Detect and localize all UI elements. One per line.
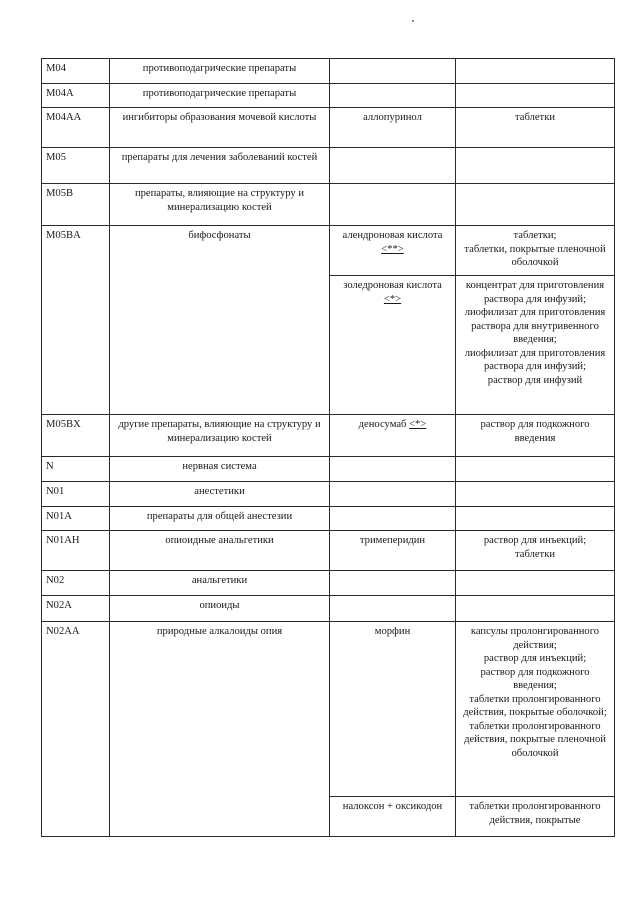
drug-name-cell bbox=[330, 482, 456, 507]
table-row bbox=[42, 507, 615, 531]
drug-name-cell bbox=[330, 507, 456, 531]
dosage-form-line: раствор для инъекций; bbox=[483, 653, 587, 664]
group-name-cell: ингибиторы образования мочевой кислоты bbox=[110, 108, 330, 148]
drug-name-cell bbox=[330, 622, 456, 797]
drug-name: аллопуринол bbox=[363, 112, 422, 123]
atc-code-cell: M05B bbox=[42, 184, 110, 226]
dosage-form-line: раствор для подкожного введения; bbox=[480, 666, 590, 691]
dosage-form-line: капсулы пролонгированного действия; bbox=[470, 626, 600, 651]
dosage-form-line: таблетки, покрытые пленочной оболочкой bbox=[464, 243, 606, 268]
table-row bbox=[42, 482, 615, 507]
table-row bbox=[42, 108, 615, 148]
reference-mark: <**> bbox=[381, 243, 404, 255]
atc-code-cell: M04 bbox=[42, 59, 110, 84]
group-name-cell: противоподагрические препараты bbox=[110, 84, 330, 108]
table-row bbox=[42, 226, 615, 276]
atc-code-cell: N02AA bbox=[42, 622, 110, 837]
dosage-form-cell bbox=[456, 415, 615, 457]
dosage-form-line: лиофилизат для приготовления раствора для инфузий; bbox=[464, 347, 606, 372]
medicines-table bbox=[41, 58, 615, 837]
atc-code-cell: N01A bbox=[42, 507, 110, 531]
drug-name: налоксон + оксикодон bbox=[342, 801, 443, 812]
dosage-form-cell bbox=[456, 482, 615, 507]
atc-code-cell: N01AH bbox=[42, 531, 110, 571]
atc-code-cell: M05BA bbox=[42, 226, 110, 415]
drug-name-cell bbox=[330, 457, 456, 482]
drug-name-cell bbox=[330, 531, 456, 571]
atc-code-cell: M04A bbox=[42, 84, 110, 108]
dosage-form-line: таблетки bbox=[514, 112, 556, 123]
dosage-form-cell bbox=[456, 184, 615, 226]
dosage-form-cell bbox=[456, 622, 615, 797]
group-name-cell: противоподагрические препараты bbox=[110, 59, 330, 84]
table-row bbox=[42, 571, 615, 596]
table-row bbox=[42, 184, 615, 226]
group-name-cell: препараты для общей анестезии bbox=[110, 507, 330, 531]
drug-name: золедроновая кислота bbox=[343, 280, 442, 291]
atc-code-cell: M04AA bbox=[42, 108, 110, 148]
table-row bbox=[42, 148, 615, 184]
dosage-form-cell bbox=[456, 59, 615, 84]
group-name-cell: опиоиды bbox=[110, 596, 330, 622]
table-body bbox=[42, 59, 615, 837]
drug-name: морфин bbox=[374, 626, 411, 637]
dosage-form-cell bbox=[456, 507, 615, 531]
dosage-form-cell bbox=[456, 108, 615, 148]
table-row bbox=[42, 415, 615, 457]
drug-name-cell bbox=[330, 184, 456, 226]
table-row bbox=[42, 596, 615, 622]
dosage-form-line: таблетки bbox=[514, 548, 556, 560]
group-name-cell: анальгетики bbox=[110, 571, 330, 596]
dosage-form-line: таблетки; bbox=[513, 230, 557, 241]
group-name-cell: препараты для лечения заболеваний костей bbox=[110, 148, 330, 184]
dosage-form-line: раствор для инъекций; bbox=[483, 535, 587, 546]
drug-name-cell bbox=[330, 596, 456, 622]
dosage-form-cell bbox=[456, 571, 615, 596]
drug-name-cell bbox=[330, 415, 456, 457]
group-name-cell: природные алкалоиды опия bbox=[110, 622, 330, 837]
dosage-form-cell bbox=[456, 531, 615, 571]
reference-mark: <*> bbox=[409, 419, 427, 430]
dosage-form-cell bbox=[456, 276, 615, 415]
dosage-form-cell bbox=[456, 84, 615, 108]
drug-name-cell bbox=[330, 276, 456, 415]
drug-name: тримеперидин bbox=[359, 535, 426, 546]
dosage-form-cell bbox=[456, 797, 615, 837]
drug-name-cell bbox=[330, 226, 456, 276]
group-name-cell: бифосфонаты bbox=[110, 226, 330, 415]
dosage-form-line: таблетки пролонгированного действия, покрытые оболочкой; bbox=[463, 693, 607, 718]
atc-code-cell: N bbox=[42, 457, 110, 482]
drug-name-cell bbox=[330, 84, 456, 108]
dosage-form-cell bbox=[456, 457, 615, 482]
drug-name-cell bbox=[330, 571, 456, 596]
dosage-form-line: раствор для инфузий bbox=[487, 374, 583, 386]
table-row bbox=[42, 622, 615, 797]
dosage-form-line: таблетки пролонгированного действия, покрытые bbox=[469, 801, 601, 826]
atc-code-cell: M05BX bbox=[42, 415, 110, 457]
atc-code-cell: M05 bbox=[42, 148, 110, 184]
dosage-form-cell bbox=[456, 148, 615, 184]
dosage-form-cell bbox=[456, 596, 615, 622]
group-name-cell: нервная система bbox=[110, 457, 330, 482]
dosage-form-cell bbox=[456, 226, 615, 276]
table-row bbox=[42, 84, 615, 108]
group-name-cell: препараты, влияющие на структуру и минерализацию костей bbox=[110, 184, 330, 226]
drug-name-cell bbox=[330, 108, 456, 148]
group-name-cell: анестетики bbox=[110, 482, 330, 507]
dosage-form-line: концентрат для приготовления раствора для инфузий; bbox=[465, 280, 605, 305]
drug-name: алендроновая кислота bbox=[342, 230, 443, 241]
group-name-cell: опиоидные анальгетики bbox=[110, 531, 330, 571]
table-row bbox=[42, 531, 615, 571]
dosage-form-line: таблетки пролонгированного действия, покрытые пленочной оболочкой bbox=[464, 720, 606, 759]
atc-code-cell: N02A bbox=[42, 596, 110, 622]
table-row bbox=[42, 59, 615, 84]
table-row bbox=[42, 457, 615, 482]
group-name-cell: другие препараты, влияющие на структуру и минерализацию костей bbox=[110, 415, 330, 457]
drug-name-cell bbox=[330, 797, 456, 837]
drug-name-cell bbox=[330, 148, 456, 184]
atc-code-cell: N01 bbox=[42, 482, 110, 507]
drug-name-cell bbox=[330, 59, 456, 84]
scan-speck bbox=[412, 20, 414, 22]
reference-mark: <*> bbox=[383, 293, 402, 305]
dosage-form-line: раствор для подкожного введения bbox=[480, 419, 590, 444]
drug-name: деносумаб bbox=[358, 419, 407, 430]
dosage-form-line: лиофилизат для приготовления раствора для внутривенного введения; bbox=[464, 307, 606, 345]
atc-code-cell: N02 bbox=[42, 571, 110, 596]
